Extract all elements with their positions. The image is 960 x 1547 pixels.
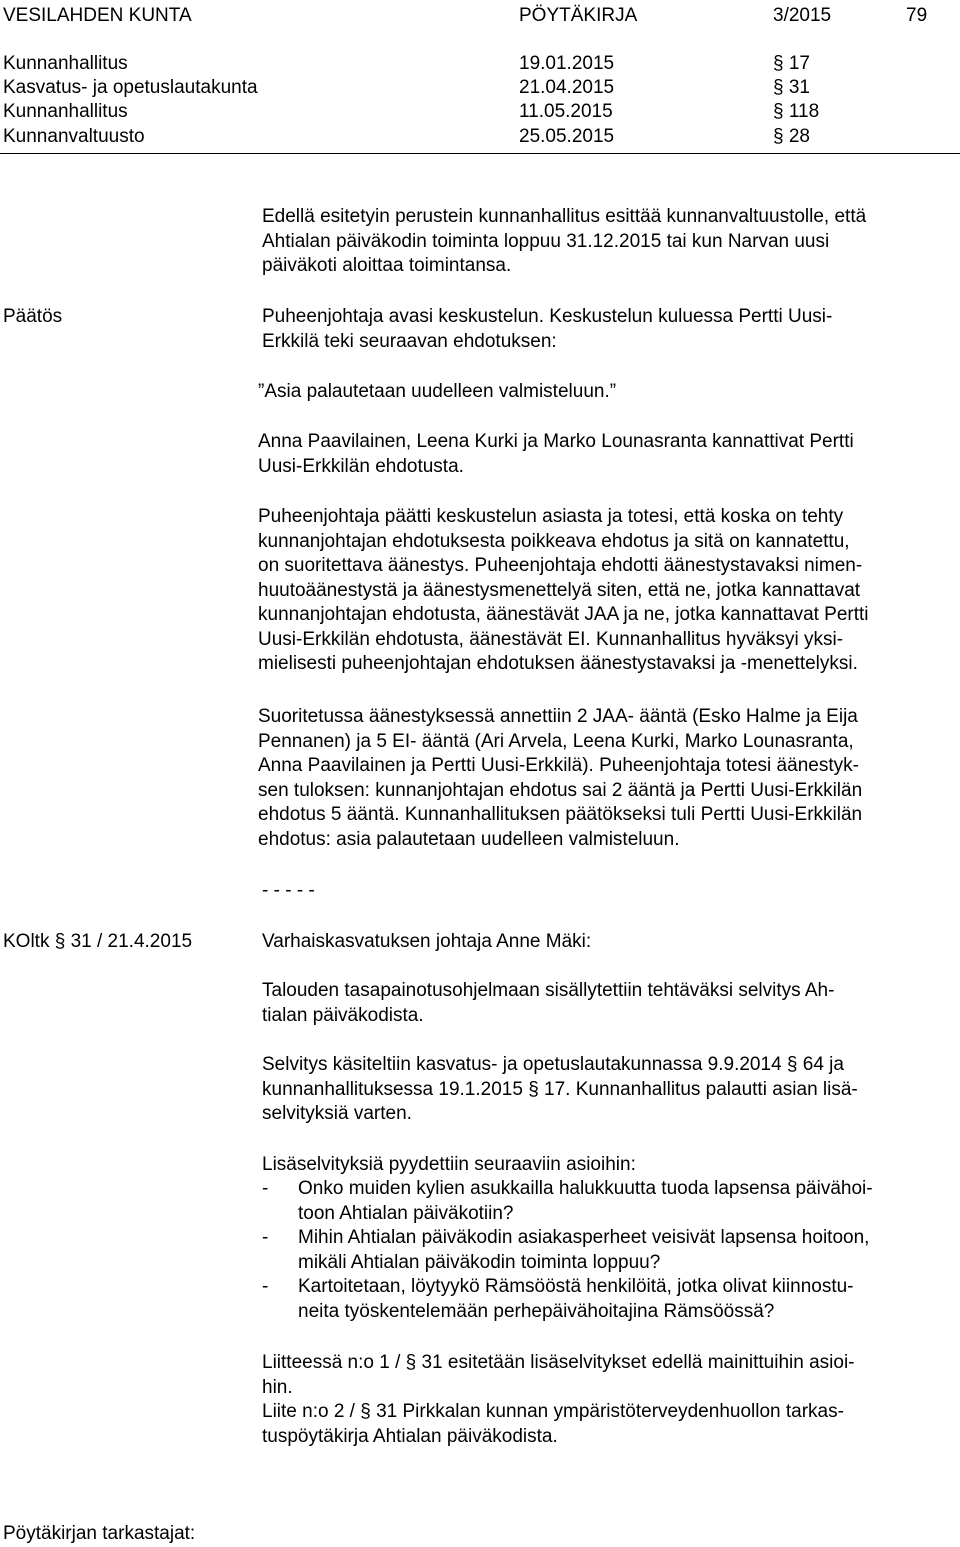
- voting-method-paragraph: [258, 505, 869, 677]
- document-number: 3/2015: [773, 5, 832, 26]
- text-line: kunnanjohtajan ehdotuksesta poikkeava ehdotus ja sitä on kannatettu,: [258, 530, 850, 552]
- text-line: on suoritettava äänestys. Puheenjohtaja ehdotti äänestystavaksi nimen-: [258, 555, 863, 576]
- text-line: Talouden tasapainotusohjelmaan sisällytettiin tehtäväksi selvitys Ah-: [262, 980, 835, 1001]
- text-line: kunnanjohtajan ehdotusta, äänestävät JAA ja ne, jotka kannattavat Pertti: [258, 604, 869, 625]
- header-divider: [0, 153, 960, 154]
- text-line: Onko muiden kylien asukkailla halukkuutta tuoda lapsensa päivähoi-: [298, 1178, 873, 1199]
- decision-paragraph: [262, 305, 832, 354]
- history-section: § 118: [773, 101, 820, 122]
- history-section: § 17: [773, 53, 810, 74]
- text-line: mielisesti puheenjohtajan ehdotuksen äänestystavaksi ja -menettelyksi.: [258, 653, 858, 674]
- text-line: toon Ahtialan päiväkotiin?: [298, 1202, 514, 1224]
- text-line: Suoritetussa äänestyksessä annettiin 2 JAA- ääntä (Esko Halme ja Eija: [258, 706, 858, 727]
- section-heading: Varhaiskasvatuksen johtaja Anne Mäki:: [262, 931, 592, 952]
- kasvatus-paragraph: [262, 1053, 858, 1127]
- text-line: neita työskentelemään perhepäivähoitajina Rämsöössä?: [298, 1300, 775, 1322]
- list-item: [262, 1226, 952, 1275]
- text-line: tuspöytäkirja Ahtialan päiväkodista.: [262, 1425, 558, 1447]
- text-line: Pennanen) ja 5 EI- ääntä (Ari Arvela, Leena Kurki, Marko Lounasranta,: [258, 730, 854, 752]
- history-section: § 28: [773, 126, 810, 147]
- text-line: tialan päiväkodista.: [262, 1004, 424, 1026]
- reviewers-label: Pöytäkirjan tarkastajat:: [3, 1523, 196, 1544]
- text-line: Anna Paavilainen, Leena Kurki ja Marko Lounasranta kannattivat Pertti: [258, 431, 854, 452]
- text-line: Puheenjohtaja päätti keskustelun asiasta ja totesi, että koska on tehty: [258, 506, 844, 527]
- text-line: selvityksiä varten.: [262, 1103, 412, 1124]
- document-type: PÖYTÄKIRJA: [519, 5, 638, 26]
- municipality-name: VESILAHDEN KUNTA: [3, 5, 192, 26]
- text-line: Edellä esitetyin perustein kunnanhallitus esittää kunnanvaltuustolle, että: [262, 206, 867, 227]
- separator-dashes: - - - - -: [262, 880, 315, 901]
- proposal-quote: ”Asia palautetaan uudelleen valmisteluun.”: [258, 381, 617, 402]
- decision-label: Päätös: [3, 306, 63, 327]
- text-line: Ahtialan päiväkodin toiminta loppuu 31.12.2015 tai kun Narvan uusi: [262, 230, 830, 252]
- text-line: hin.: [262, 1376, 293, 1398]
- text-line: Liite n:o 2 / § 31 Pirkkalan kunnan ympäristöterveydenhuollon tarkas-: [262, 1401, 844, 1422]
- text-line: Liitteessä n:o 1 / § 31 esitetään lisäselvitykset edellä mainittuihin asioi-: [262, 1352, 855, 1373]
- inquiry-list: [262, 1177, 952, 1324]
- intro-paragraph: [262, 205, 866, 279]
- text-line: päiväkoti aloittaa toimintansa.: [262, 255, 512, 276]
- text-line: Puheenjohtaja avasi keskustelun. Keskustelun kuluessa Pertti Uusi-: [262, 306, 833, 327]
- text-line: sen tuloksen: kunnanjohtajan ehdotus sai 2 ääntä ja Pertti Uusi-Erkkilän: [258, 779, 863, 801]
- history-date: 25.05.2015: [519, 126, 615, 147]
- text-line: Kartoitetaan, löytyykö Rämsööstä henkilöitä, jotka olivat kiinnostu-: [298, 1276, 854, 1297]
- text-line: Uusi-Erkkilän ehdotusta, äänestävät EI. Kunnanhallitus hyväksyi yksi-: [258, 628, 844, 650]
- page-number: 79: [906, 5, 928, 26]
- text-line: kunnanhallituksessa 19.1.2015 § 17. Kunnanhallitus palautti asian lisä-: [262, 1078, 858, 1100]
- history-body: Kunnanhallitus: [3, 53, 128, 74]
- text-line: Mihin Ahtialan päiväkodin asiakasperheet veisivät lapsensa hoitoon,: [298, 1227, 870, 1248]
- history-section: § 31: [773, 77, 810, 98]
- attachments-paragraph: [262, 1351, 855, 1449]
- history-body: Kasvatus- ja opetuslautakunta: [3, 77, 258, 98]
- section-reference: KOltk § 31 / 21.4.2015: [3, 931, 193, 952]
- list-intro: Lisäselvityksiä pyydettiin seuraaviin asioihin:: [262, 1154, 636, 1175]
- text-line: Erkkilä teki seuraavan ehdotuksen:: [262, 330, 557, 352]
- list-item: [262, 1275, 952, 1324]
- text-line: huutoäänestystä ja äänestysmenettelyä siten, että ne, jotka kannattavat: [258, 579, 861, 601]
- history-date: 11.05.2015: [519, 101, 613, 122]
- support-paragraph: [258, 430, 854, 479]
- history-body: Kunnanhallitus: [3, 101, 128, 122]
- text-line: Uusi-Erkkilän ehdotusta.: [258, 455, 464, 477]
- history-date: 21.04.2015: [519, 77, 615, 98]
- text-line: ehdotus 5 ääntä. Kunnanhallituksen päätökseksi tuli Pertti Uusi-Erkkilän: [258, 804, 863, 825]
- bullet-dash: -: [262, 1178, 269, 1199]
- history-body: Kunnanvaltuusto: [3, 126, 145, 147]
- text-line: Selvitys käsiteltiin kasvatus- ja opetuslautakunnassa 9.9.2014 § 64 ja: [262, 1054, 844, 1075]
- text-line: Anna Paavilainen ja Pertti Uusi-Erkkilä). Puheenjohtaja totesi äänestyk-: [258, 755, 859, 776]
- voting-result-paragraph: [258, 705, 862, 852]
- text-line: mikäli Ahtialan päiväkodin toiminta loppuu?: [298, 1251, 661, 1273]
- kasvatus-paragraph: [262, 979, 834, 1028]
- bullet-dash: -: [262, 1227, 269, 1248]
- text-line: ehdotus: asia palautetaan uudelleen valmisteluun.: [258, 828, 680, 850]
- bullet-dash: -: [262, 1276, 269, 1297]
- list-item: [262, 1177, 952, 1226]
- history-date: 19.01.2015: [519, 53, 615, 74]
